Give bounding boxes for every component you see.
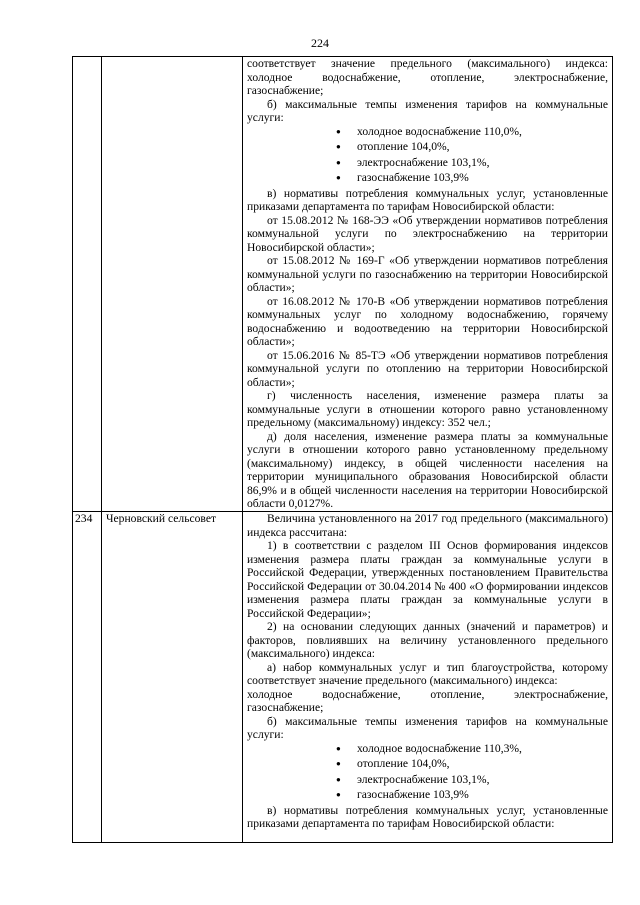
paragraph: а) набор коммунальных услуг и тип благоустройства, которому соответствует значение предельного (максимального) индекса:: [247, 660, 608, 687]
paragraph: холодное водоснабжение, отопление, электроснабжение,: [247, 70, 608, 84]
list-item: ● электроснабжение 103,1%,: [336, 773, 608, 787]
description-cell: [243, 57, 613, 512]
tariff-list: [247, 742, 608, 802]
tariff-table: [72, 56, 613, 843]
page-number: 224: [311, 36, 329, 50]
paragraph: газоснабжение;: [247, 84, 324, 97]
table-row: [73, 57, 613, 512]
list-item: ● газоснабжение 103,9%: [336, 171, 608, 185]
paragraph: д) доля населения, изменение размера платы за коммунальные услуги в отношении которого равно установленному предельному (максимальному) индексу, в общей численности населения на территории муниципального образования Новосибирской области 86,9% и в общей численности населения на территории Новосибирской области 0,0127%.: [247, 429, 608, 510]
list-item: ● газоснабжение 103,9%: [336, 788, 608, 802]
paragraph: в) нормативы потребления коммунальных услуг, установленные приказами департамента по тарифам Новосибирской области:: [247, 186, 608, 213]
paragraph: от 15.08.2012 № 168-ЭЭ «Об утверждении нормативов потребления коммунальной услуги по электроснабжению на территории Новосибирской области»;: [247, 213, 608, 254]
paragraph: от 16.08.2012 № 170-В «Об утверждении нормативов потребления коммунальных услуг по холодному водоснабжению, горячему водоснабжению и водоотведению на территории Новосибирской области»;: [247, 294, 608, 348]
table-row: [73, 512, 613, 843]
list-item: ● отопление 104,0%,: [336, 757, 608, 771]
paragraph: г) численность населения, изменение размера платы за коммунальные услуги в отношении которого равно установленному предельному (максимальному) индексу: 352 чел.;: [247, 389, 608, 429]
paragraph: газоснабжение;: [247, 701, 324, 714]
row-number-cell: 234: [73, 512, 102, 843]
list-item: ● холодное водоснабжение 110,3%,: [336, 742, 608, 756]
municipality-cell: [102, 57, 243, 512]
paragraph: от 15.08.2012 № 169-Г «Об утверждении нормативов потребления коммунальной услуги по газоснабжению на территории Новосибирской области»;: [247, 254, 608, 294]
paragraph: 2) на основании следующих данных (значений и параметров) и факторов, повлиявших на величину установленного предельного (максимального) индекса:: [247, 620, 608, 660]
description-cell: [243, 512, 613, 843]
paragraph: Величина установленного на 2017 год предельного (максимального) индекса рассчитана:: [247, 512, 608, 539]
paragraph: соответствует значение предельного (максимального) индекса:: [247, 57, 608, 70]
tariff-list: [247, 125, 608, 185]
list-item: ● отопление 104,0%,: [336, 140, 608, 154]
paragraph: от 15.06.2016 № 85-ТЭ «Об утверждении нормативов потребления коммунальной услуги по отоплению на территории Новосибирской области»;: [247, 348, 608, 389]
paragraph: в) нормативы потребления коммунальных услуг, установленные приказами департамента по тарифам Новосибирской области:: [247, 803, 608, 830]
list-item: ● электроснабжение 103,1%,: [336, 156, 608, 170]
row-number-cell: [73, 57, 102, 512]
paragraph: холодное водоснабжение, отопление, электроснабжение,: [247, 687, 608, 701]
paragraph: б) максимальные темпы изменения тарифов на коммунальные услуги:: [247, 714, 608, 741]
municipality-cell: Черновский сельсовет: [102, 512, 243, 843]
paragraph: 1) в соответствии с разделом III Основ формирования индексов изменения размера платы граждан за коммунальные услуги в Российской Федерации, утвержденных постановлением Правительства Российской Федерации от 30.04.2014 № 400 «О формировании индексов изменения размера платы граждан за коммунальные услуги в Российской Федерации»;: [247, 539, 608, 620]
paragraph: б) максимальные темпы изменения тарифов на коммунальные услуги:: [247, 97, 608, 124]
list-item: ● холодное водоснабжение 110,0%,: [336, 125, 608, 139]
